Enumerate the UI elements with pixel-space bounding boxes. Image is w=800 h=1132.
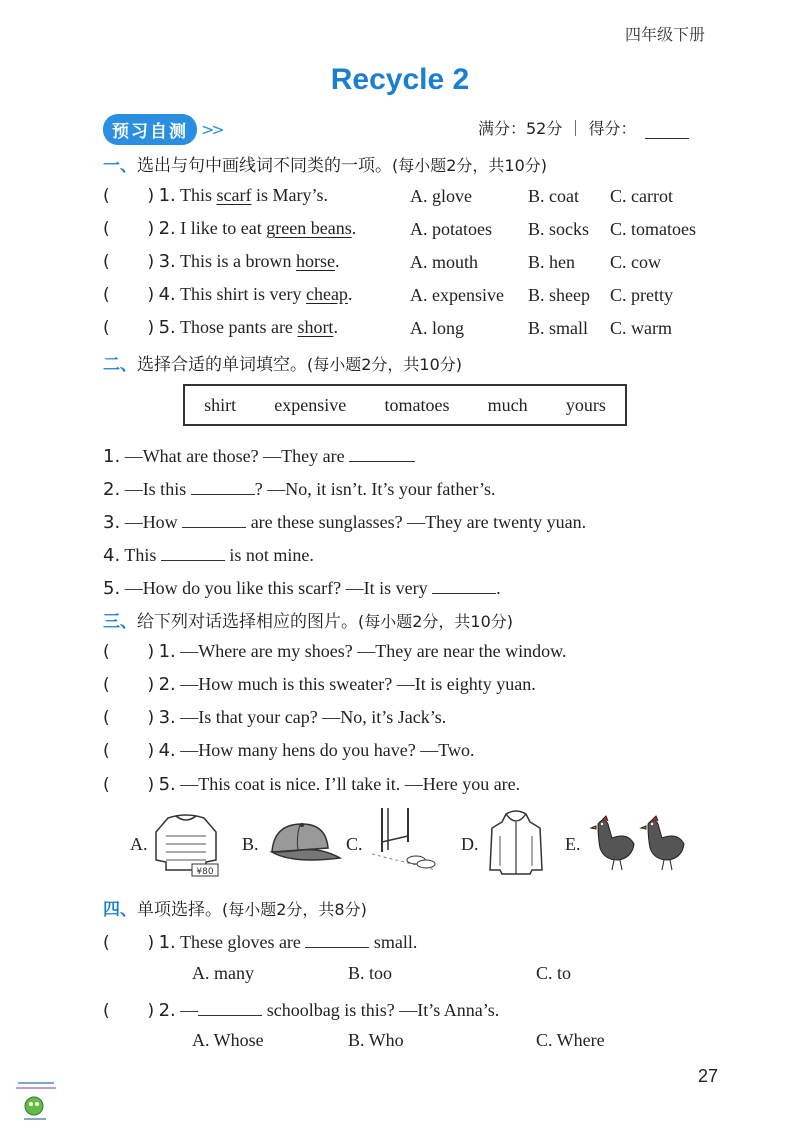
word-bank-item: tomatoes <box>384 394 450 415</box>
sentence-post: is Mary’s. <box>251 185 328 205</box>
option-c: C. to <box>536 963 572 983</box>
dialogue-text: —How much is this sweater? —It is eighty yuan. <box>180 674 536 694</box>
item-number: 3. <box>103 512 121 533</box>
section1-number: 一、 <box>103 156 137 176</box>
sentence-pre: —How do you like this scarf? —It is very <box>124 578 433 598</box>
option-b: B. small <box>528 318 589 338</box>
underlined-word: green beans <box>266 218 352 238</box>
answer-blank[interactable]: ( ) <box>103 675 155 695</box>
dialogue-text: —Is that your cap? —No, it’s Jack’s. <box>180 707 447 727</box>
picture-label: C. <box>346 834 363 854</box>
answer-blank[interactable]: ( ) <box>103 186 155 206</box>
sentence-pre: Those pants are <box>179 317 298 337</box>
section1-item <box>103 185 328 206</box>
section4-heading <box>103 895 367 920</box>
item-number: 4. <box>158 740 176 761</box>
section3-item <box>103 641 566 662</box>
sentence-pre: This shirt is very <box>179 284 306 304</box>
answer-blank[interactable]: ( ) <box>103 708 155 728</box>
preview-badge <box>103 114 222 144</box>
page-title: Recycle 2 <box>330 63 470 96</box>
item-number: 1. <box>103 446 121 467</box>
item-number: 5. <box>158 317 176 338</box>
item-number: 4. <box>103 545 121 566</box>
section2-item <box>103 509 586 533</box>
item-number: 1. <box>158 185 176 206</box>
option-a: A. long <box>410 318 464 338</box>
fill-blank[interactable] <box>432 575 496 594</box>
word-bank-item: yours <box>565 394 606 415</box>
section3-item <box>103 774 520 795</box>
word-bank-item: shirt <box>204 394 237 415</box>
answer-blank[interactable]: ( ) <box>103 252 155 272</box>
sweater-icon <box>150 810 222 878</box>
section2-number: 二、 <box>103 355 137 375</box>
option-b: B. sheep <box>528 285 590 305</box>
section2-heading <box>103 350 462 375</box>
dialogue-text: —This coat is nice. I’ll take it. —Here you are. <box>180 774 521 794</box>
option-c: C. warm <box>610 318 672 338</box>
sentence-post: ? —No, it isn’t. It’s your father’s. <box>254 479 496 499</box>
option-c: C. tomatoes <box>610 219 696 239</box>
sentence-pre: I like to eat <box>180 218 267 238</box>
option-a: A. expensive <box>410 285 504 305</box>
window-shoes-icon <box>366 806 440 876</box>
option-c: C. pretty <box>610 285 673 305</box>
sentence-post: . <box>334 251 340 271</box>
answer-blank[interactable]: ( ) <box>103 642 155 662</box>
option-a: A. glove <box>410 186 472 206</box>
option-c: C. Where <box>536 1030 605 1050</box>
answer-blank[interactable]: ( ) <box>103 285 155 305</box>
picture-label: B. <box>242 834 259 854</box>
option-b: B. Who <box>348 1030 404 1050</box>
section2-note: (每小题2分，共10分) <box>307 355 463 374</box>
dialogue-text: —How many hens do you have? —Two. <box>180 740 475 760</box>
word-bank-item: much <box>487 394 528 415</box>
section1-item <box>103 218 356 239</box>
section1-item <box>103 251 339 272</box>
option-b: B. too <box>348 963 393 983</box>
section3-item <box>103 740 474 761</box>
fill-blank[interactable] <box>191 476 255 495</box>
section2-item <box>103 542 314 566</box>
picture-label: D. <box>461 834 479 854</box>
sentence-post: . <box>347 284 353 304</box>
item-number: 1. <box>158 641 176 662</box>
hens-icon <box>588 814 692 872</box>
section4-title: 单项选择。 <box>137 900 222 920</box>
section1-item <box>103 317 338 338</box>
item-number: 2. <box>158 218 176 239</box>
answer-blank[interactable]: ( ) <box>103 219 155 239</box>
sentence-post: . <box>351 218 357 238</box>
option-a: A. many <box>192 963 254 983</box>
section1-title: 选出与句中画线词不同类的一项。 <box>137 156 392 176</box>
section3-item <box>103 707 446 728</box>
option-b: B. socks <box>528 219 590 239</box>
sentence-post: are these sunglasses? —They are twenty yuan. <box>246 512 587 532</box>
word-bank <box>183 384 627 426</box>
score-blank[interactable] <box>645 138 689 139</box>
sentence-pre: This is a brown <box>179 251 296 271</box>
underlined-word: short <box>297 317 334 337</box>
answer-blank[interactable]: ( ) <box>103 933 155 953</box>
option-a: A. Whose <box>192 1030 264 1050</box>
sentence-pre: This <box>179 185 217 205</box>
section3-title: 给下列对话选择相应的图片。 <box>137 612 358 632</box>
section2-item <box>103 443 415 467</box>
item-number: 5. <box>103 578 121 599</box>
score-line <box>478 116 689 139</box>
fill-blank[interactable] <box>182 509 246 528</box>
item-number: 3. <box>158 707 176 728</box>
sentence-post: small. <box>369 932 418 952</box>
underlined-word: horse <box>295 251 335 271</box>
picture-label: E. <box>565 834 581 854</box>
item-number: 3. <box>158 251 176 272</box>
item-number: 2. <box>103 479 121 500</box>
sentence-post: is not mine. <box>224 545 314 565</box>
sentence-pre: —What are those? —They are <box>124 446 350 466</box>
section4-item <box>103 929 417 953</box>
sentence-pre: These gloves are <box>179 932 306 952</box>
section3-note: (每小题2分，共10分) <box>358 612 514 631</box>
section1-note: (每小题2分，共10分) <box>392 156 548 175</box>
picture-label: A. <box>130 834 148 854</box>
section2-item <box>103 575 501 599</box>
cap-icon <box>262 818 342 870</box>
section2-item <box>103 476 496 500</box>
sentence-post: . <box>496 578 501 598</box>
sentence-pre: This <box>124 545 161 565</box>
section4-number: 四、 <box>103 900 137 920</box>
fill-blank[interactable] <box>161 542 225 561</box>
sentence-post: . <box>333 317 338 337</box>
sentence-pre: —Is this <box>124 479 191 499</box>
item-number: 2. <box>158 1000 176 1021</box>
option-c: C. carrot <box>610 186 673 206</box>
answer-blank[interactable]: ( ) <box>103 318 155 338</box>
option-a: A. potatoes <box>410 219 492 239</box>
fill-blank[interactable] <box>349 443 415 462</box>
score-text: 满分：52分 ｜ 得分： <box>478 119 637 138</box>
option-c: C. cow <box>610 252 661 272</box>
option-a: A. mouth <box>410 252 479 272</box>
item-number: 5. <box>158 774 176 795</box>
double-chevron-icon: >> <box>201 119 222 139</box>
dialogue-text: —Where are my shoes? —They are near the window. <box>180 641 567 661</box>
price-tag: ¥80 <box>196 867 214 877</box>
page-number: 27 <box>697 1066 718 1086</box>
answer-blank[interactable]: ( ) <box>103 741 155 761</box>
sentence-post: schoolbag is this? —It’s Anna’s. <box>262 1000 500 1020</box>
coat-icon <box>486 808 546 876</box>
section3-number: 三、 <box>103 612 137 632</box>
section4-note: (每小题2分，共8分) <box>222 900 367 919</box>
underlined-word: scarf <box>216 185 252 205</box>
answer-blank[interactable]: ( ) <box>103 1001 155 1021</box>
item-number: 1. <box>158 932 176 953</box>
fill-blank[interactable] <box>198 997 262 1016</box>
section3-item <box>103 674 536 695</box>
section2-title: 选择合适的单词填空。 <box>137 355 307 375</box>
section3-heading <box>103 607 513 632</box>
item-number: 4. <box>158 284 176 305</box>
item-number: 2. <box>158 674 176 695</box>
option-b: B. hen <box>528 252 575 272</box>
preview-label: 预习自测 <box>103 114 197 145</box>
publisher-logo-icon <box>14 1078 58 1124</box>
section4-item <box>103 997 499 1021</box>
fill-blank[interactable] <box>305 929 369 948</box>
word-bank-item: expensive <box>274 394 347 415</box>
section1-heading <box>103 151 547 176</box>
underlined-word: cheap <box>305 284 348 304</box>
section1-item <box>103 284 352 305</box>
option-b: B. coat <box>528 186 579 206</box>
sentence-pre: — <box>180 1000 199 1020</box>
sentence-pre: —How <box>124 512 183 532</box>
grade-label: 四年级下册 <box>624 25 705 44</box>
answer-blank[interactable]: ( ) <box>103 775 155 795</box>
